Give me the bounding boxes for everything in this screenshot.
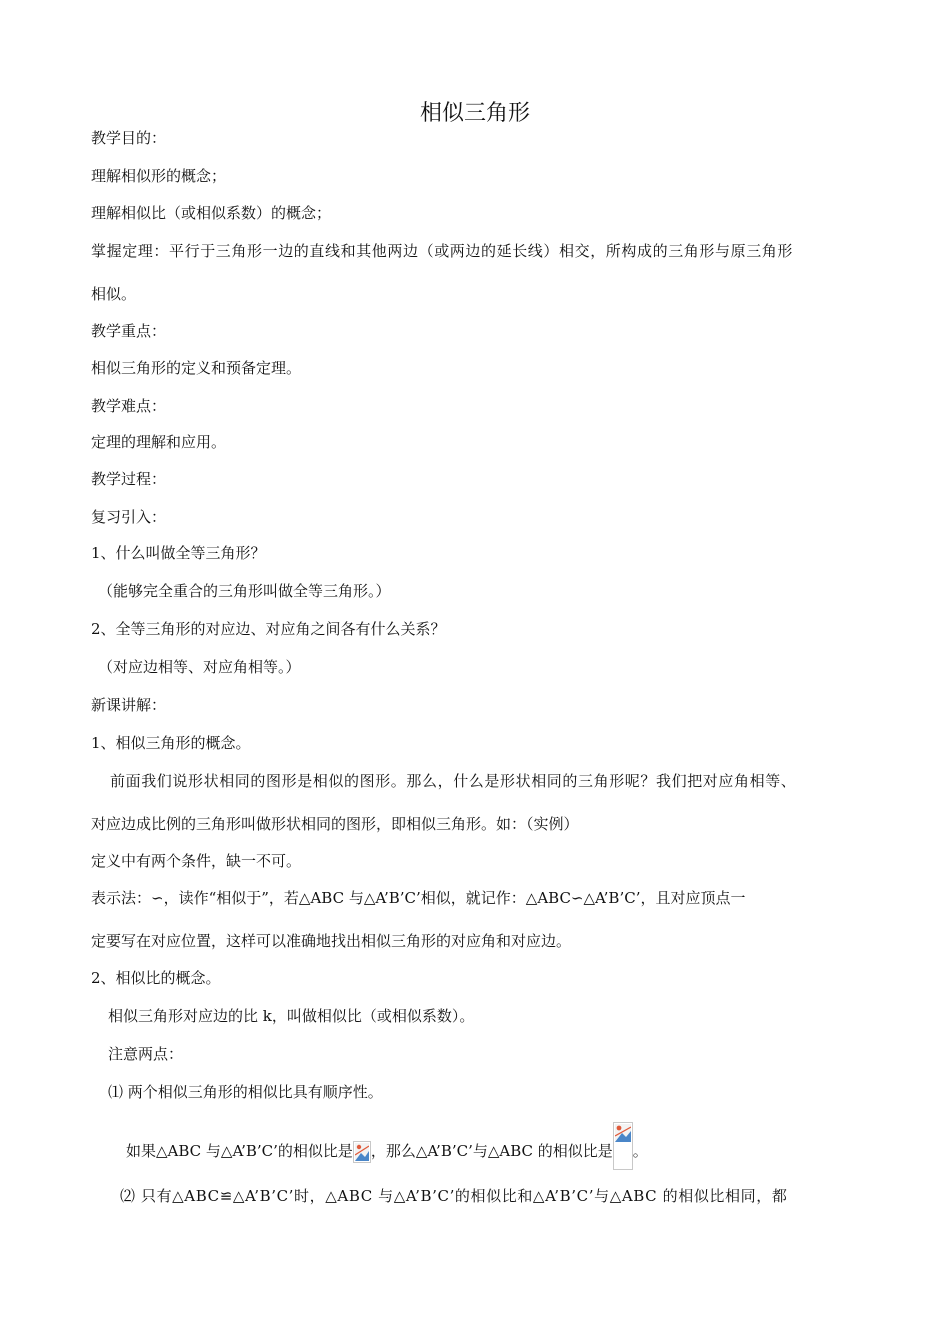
subsection-heading: 2、相似比的概念。 [91, 969, 221, 987]
document-title: 相似三角形 [419, 101, 530, 126]
paragraph: 理解相似形的概念； [91, 167, 227, 185]
list-item: ⑴ 两个相似三角形的相似比具有顺序性。 [108, 1083, 383, 1101]
paragraph: 理解相似比（或相似系数）的概念； [91, 204, 332, 222]
section-heading: 教学难点： [91, 397, 167, 415]
ratio-text-1: 如果△ABC 与△A’B’C’的相似比是 [126, 1142, 353, 1160]
paragraph: 相似三角形对应边的比 k，叫做相似比（或相似系数）。 [108, 1007, 475, 1025]
list-item: ⑵ 只有△ABC≌△A’B’C’时，△ABC 与△A’B’C’的相似比和△A’B’C’与△ABC 的相似比相同，都 [120, 1187, 788, 1205]
ratio-text-2: ，那么△A’B’C’与△ABC 的相似比是 [370, 1142, 613, 1160]
section-heading: 新课讲解： [91, 696, 167, 714]
ratio-sentence [126, 1122, 648, 1171]
paragraph: 定理的理解和应用。 [91, 433, 227, 451]
section-heading: 教学目的： [91, 129, 167, 147]
paragraph: 前面我们说形状相同的图形是相似的图形。那么，什么是形状相同的三角形呢？我们把对应角相等、 [110, 772, 797, 790]
question: 1、什么叫做全等三角形？ [91, 544, 266, 562]
ratio-text-3: 。 [632, 1142, 648, 1160]
section-heading: 教学重点： [91, 322, 167, 340]
paragraph: 表示法：∽，读作“相似于”，若△ABC 与△A’B’C’相似，就记作：△ABC∽△A’B’C’，且对应顶点一 [91, 889, 746, 907]
paragraph: 定义中有两个条件，缺一不可。 [91, 852, 302, 870]
paragraph: 相似三角形的定义和预备定理。 [91, 359, 302, 377]
broken-image-icon [613, 1122, 633, 1170]
answer: （对应边相等、对应角相等。） [98, 658, 301, 676]
paragraph: 注意两点： [108, 1045, 184, 1063]
broken-image-icon [353, 1141, 371, 1163]
question: 2、全等三角形的对应边、对应角之间各有什么关系？ [91, 620, 446, 638]
section-heading: 教学过程： [91, 470, 167, 488]
paragraph: 定要写在对应位置，这样可以准确地找出相似三角形的对应角和对应边。 [91, 932, 572, 950]
paragraph: 掌握定理：平行于三角形一边的直线和其他两边（或两边的延长线）相交，所构成的三角形与原三角形 [91, 242, 794, 260]
answer: （能够完全重合的三角形叫做全等三角形。） [98, 582, 391, 600]
section-heading: 复习引入： [91, 508, 167, 526]
paragraph: 相似。 [91, 285, 137, 303]
subsection-heading: 1、相似三角形的概念。 [91, 734, 251, 752]
paragraph: 对应边成比例的三角形叫做形状相同的图形，即相似三角形。如：（实例） [91, 815, 579, 833]
